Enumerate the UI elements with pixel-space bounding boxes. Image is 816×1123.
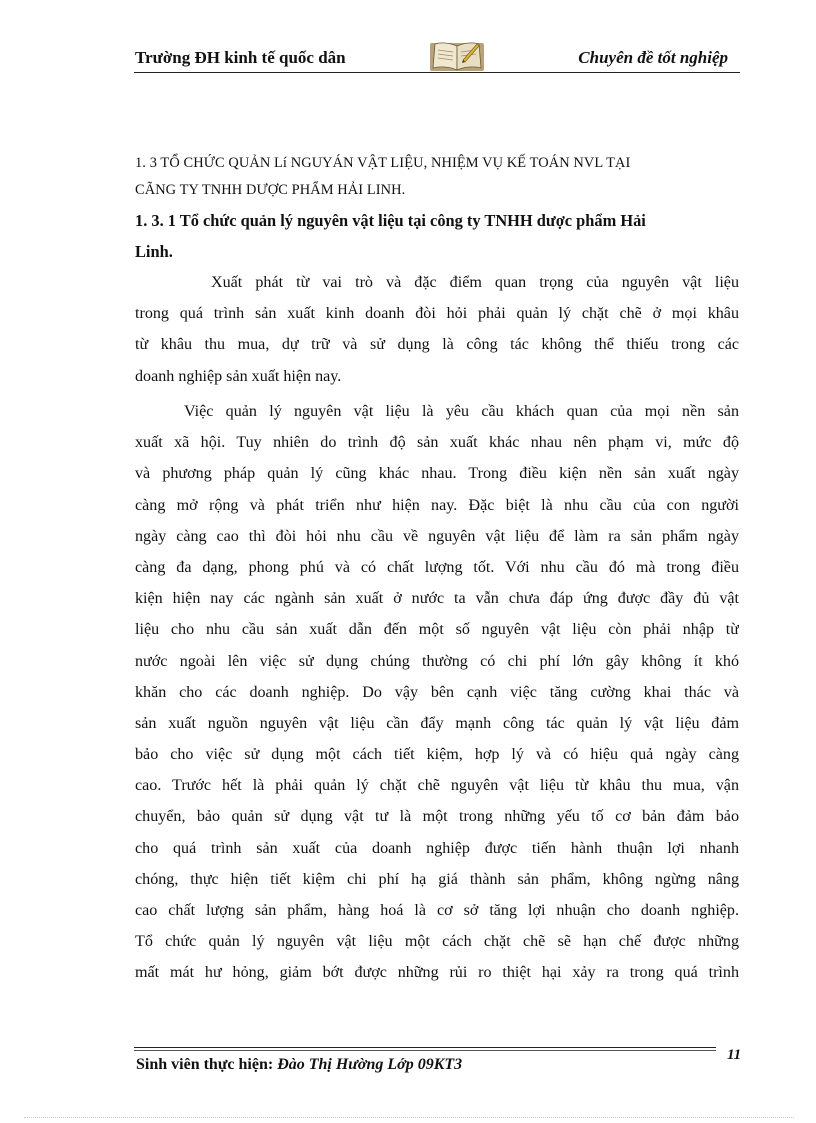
university-name: Trường ĐH kinh tế quốc dân xyxy=(135,48,346,67)
text-line: cao chất lượng sản phẩm, hàng hoá là cơ sở tăng lợi nhuận cho doanh nghiệp. xyxy=(135,902,739,919)
text-line: chuyển, bảo quản sử dụng vật tư là một trong những yếu tố cơ bản đảm bảo xyxy=(135,808,739,826)
student-label: Sinh viên thực hiện: xyxy=(136,1056,274,1073)
text-line: ngày càng cao thì đòi hỏi nhu cầu về nguyên vật liệu để làm ra sản phẩm ngày xyxy=(135,527,739,545)
text-line: sản xuất nguồn nguyên vật liệu cần đẩy mạnh công tác quản lý vật liệu đảm xyxy=(135,714,739,732)
section-title-line: 1. 3 TỔ CHỨC QUẢN Lí NGUYÁN VẬT LIỆU, NHIỆM VỤ KẾ TOÁN NVL TẠI xyxy=(135,155,631,171)
page-number: 11 xyxy=(727,1047,742,1063)
text-line: doanh nghiệp sản xuất hiện nay. xyxy=(135,367,342,385)
section-title xyxy=(135,150,735,204)
page-edge xyxy=(24,1117,794,1118)
open-book-icon xyxy=(427,38,487,72)
text-line: cho quá trình sản xuất của doanh nghiệp được tiến hành thuận lợi nhanh xyxy=(135,839,739,857)
text-line: Việc quản lý nguyên vật liệu là yêu cầu khách quan của mọi nền sản xyxy=(184,403,739,420)
text-line: xuất xã hội. Tuy nhiên do trình độ sản xuất khác nhau nên phạm vi, mức độ xyxy=(135,434,739,452)
text-line: liệu cho nhu cầu sản xuất dẫn đến một số nguyên vật liệu còn phải nhập từ xyxy=(135,621,739,639)
paragraph-2 xyxy=(135,396,739,989)
text-line: từ khâu thu mua, dự trữ và sử dụng là công tác không thể thiếu trong các xyxy=(135,336,739,354)
text-line: Tổ chức quản lý nguyên vật liệu một cách chặt chẽ sẽ hạn chế được những xyxy=(135,933,739,951)
text-line: càng mở rộng và phát triển như hiện nay. Đặc biệt là nhu cầu của con người xyxy=(135,496,739,514)
text-line: cao. Trước hết là phải quản lý chặt chẽ nguyên vật liệu từ khâu thu mua, vận xyxy=(135,777,739,795)
text-line: khăn cho các doanh nghiệp. Do vậy bên cạnh việc tăng cường khai thác và xyxy=(135,683,739,701)
text-line: càng đa dạng, phong phú và có chất lượng tốt. Với nhu cầu đó mà trong điều xyxy=(135,558,739,576)
text-line: bảo cho việc sử dụng một cách tiết kiệm, hợp lý và có hiệu quả ngày càng xyxy=(135,746,739,764)
subsection-title xyxy=(135,205,743,267)
section-title-line: CÃNG TY TNHH DƯỢC PHẨM HẢI LINH. xyxy=(135,182,406,198)
text-line: trong quá trình sản xuất kinh doanh đòi hỏi phải quản lý chặt chẽ ở mọi khâu xyxy=(135,305,739,323)
subsection-title-line: Linh. xyxy=(135,242,173,261)
subsection-title-line: 1. 3. 1 Tổ chức quản lý nguyên vật liệu tại công ty TNHH dược phẩm Hải xyxy=(135,211,646,230)
document-type: Chuyên đề tốt nghiệp xyxy=(578,48,728,67)
paragraph-1 xyxy=(135,267,739,392)
text-line: nước ngoài lên việc sử dụng chúng thường có chi phí lớn gây không ít khó xyxy=(135,652,739,670)
text-line: mất mát hư hỏng, giảm bớt được những rủi ro thiệt hại xảy ra trong quá trình xyxy=(135,964,739,982)
footer-student xyxy=(136,1056,462,1074)
text-line: và phương pháp quản lý cũng khác nhau. Trong điều kiện nền sản xuất ngày xyxy=(135,465,739,483)
header-rule xyxy=(134,72,740,73)
student-name: Đào Thị Hường Lớp 09KT3 xyxy=(277,1056,463,1073)
text-line: Xuất phát từ vai trò và đặc điểm quan trọng của nguyên vật liệu xyxy=(211,274,739,291)
footer-rule xyxy=(134,1047,716,1048)
footer-rule xyxy=(134,1050,716,1051)
text-line: kiện hiện nay các ngành sản xuất ở nước ta vẫn chưa đáp ứng được đầy đủ vật xyxy=(135,590,739,608)
page-header xyxy=(134,38,740,74)
text-line: chóng, thực hiện tiết kiệm chi phí hạ giá thành sản phẩm, không ngừng nâng xyxy=(135,870,739,888)
